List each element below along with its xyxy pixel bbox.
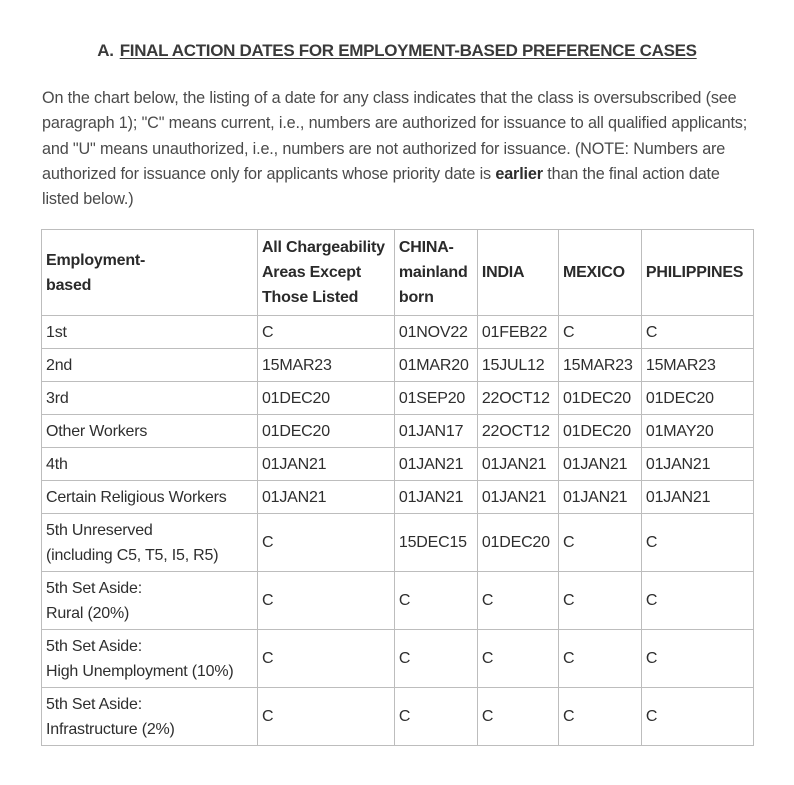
cell-value: 01JAN21 [257, 448, 394, 481]
cell-value: 01JAN21 [477, 481, 558, 514]
cell-value: 01JAN21 [558, 448, 641, 481]
table-row [42, 415, 754, 448]
column-header-employment-based: Employment- based [42, 230, 258, 316]
intro-text-part1: On the chart below, the listing of a date for any class indicates that the class is oversubscribed (see paragraph 1); "C" means current, i.e., numbers are authorized for issuance to all qualified applicants; and "U" means unauthorized, i.e., numbers are not authorized for issuance. (NOTE: Numbers are authorized for issuance only for applicants whose priority date is [42, 89, 748, 183]
table-row [42, 448, 754, 481]
cell-value: 15MAR23 [558, 349, 641, 382]
intro-bold-word: earlier [495, 164, 543, 183]
column-header-china: CHINA- mainland born [394, 230, 477, 316]
cell-value: 01JAN21 [394, 481, 477, 514]
cell-value: C [394, 630, 477, 688]
cell-value: 01DEC20 [641, 382, 753, 415]
cell-value: 01DEC20 [558, 415, 641, 448]
table-row [42, 349, 754, 382]
cell-value: C [558, 688, 641, 746]
cell-value: 01SEP20 [394, 382, 477, 415]
section-letter: A. [97, 41, 114, 60]
row-label: 1st [42, 316, 258, 349]
cell-value: C [477, 688, 558, 746]
cell-value: 01MAR20 [394, 349, 477, 382]
table-row [42, 316, 754, 349]
final-action-dates-table [41, 229, 754, 746]
cell-value: 15DEC15 [394, 514, 477, 572]
cell-value: C [558, 316, 641, 349]
row-label: 2nd [42, 349, 258, 382]
section-heading [0, 41, 794, 61]
cell-value: C [641, 630, 753, 688]
cell-value: 01DEC20 [558, 382, 641, 415]
row-label: 3rd [42, 382, 258, 415]
table-row [42, 382, 754, 415]
cell-value: 01JAN21 [394, 448, 477, 481]
table-row [42, 572, 754, 630]
row-label: Other Workers [42, 415, 258, 448]
cell-value: C [394, 688, 477, 746]
cell-value: 01FEB22 [477, 316, 558, 349]
cell-value: C [394, 572, 477, 630]
row-label: 5th Set Aside: Infrastructure (2%) [42, 688, 258, 746]
row-label: Certain Religious Workers [42, 481, 258, 514]
cell-value: C [257, 316, 394, 349]
cell-value: C [558, 514, 641, 572]
intro-text-part2: than the final action date listed below.) [42, 164, 720, 209]
cell-value: 01JAN17 [394, 415, 477, 448]
cell-value: 01JAN21 [558, 481, 641, 514]
cell-value: C [477, 630, 558, 688]
column-header-mexico: MEXICO [558, 230, 641, 316]
cell-value: 15JUL12 [477, 349, 558, 382]
table-row [42, 481, 754, 514]
cell-value: 01DEC20 [477, 514, 558, 572]
cell-value: 15MAR23 [641, 349, 753, 382]
cell-value: C [558, 630, 641, 688]
table-row [42, 514, 754, 572]
table-header-row [42, 230, 754, 316]
cell-value: 22OCT12 [477, 415, 558, 448]
cell-value: 01JAN21 [257, 481, 394, 514]
cell-value: C [257, 688, 394, 746]
cell-value: C [641, 688, 753, 746]
section-title: FINAL ACTION DATES FOR EMPLOYMENT-BASED PREFERENCE CASES [119, 41, 697, 60]
cell-value: 01JAN21 [477, 448, 558, 481]
cell-value: 01JAN21 [641, 481, 753, 514]
row-label: 4th [42, 448, 258, 481]
intro-paragraph [42, 86, 754, 212]
cell-value: 01MAY20 [641, 415, 753, 448]
cell-value: C [257, 514, 394, 572]
cell-value: C [477, 572, 558, 630]
cell-value: C [558, 572, 641, 630]
cell-value: C [641, 572, 753, 630]
cell-value: C [257, 572, 394, 630]
cell-value: 15MAR23 [257, 349, 394, 382]
row-label: 5th Set Aside: High Unemployment (10%) [42, 630, 258, 688]
column-header-india: INDIA [477, 230, 558, 316]
cell-value: C [257, 630, 394, 688]
table-row [42, 630, 754, 688]
column-header-all-chargeability: All Chargeability Areas Except Those Listed [257, 230, 394, 316]
cell-value: 01DEC20 [257, 382, 394, 415]
cell-value: C [641, 514, 753, 572]
cell-value: C [641, 316, 753, 349]
cell-value: 01JAN21 [641, 448, 753, 481]
column-header-philippines: PHILIPPINES [641, 230, 753, 316]
row-label: 5th Set Aside: Rural (20%) [42, 572, 258, 630]
table-row [42, 688, 754, 746]
cell-value: 01NOV22 [394, 316, 477, 349]
cell-value: 22OCT12 [477, 382, 558, 415]
cell-value: 01DEC20 [257, 415, 394, 448]
row-label: 5th Unreserved (including C5, T5, I5, R5) [42, 514, 258, 572]
